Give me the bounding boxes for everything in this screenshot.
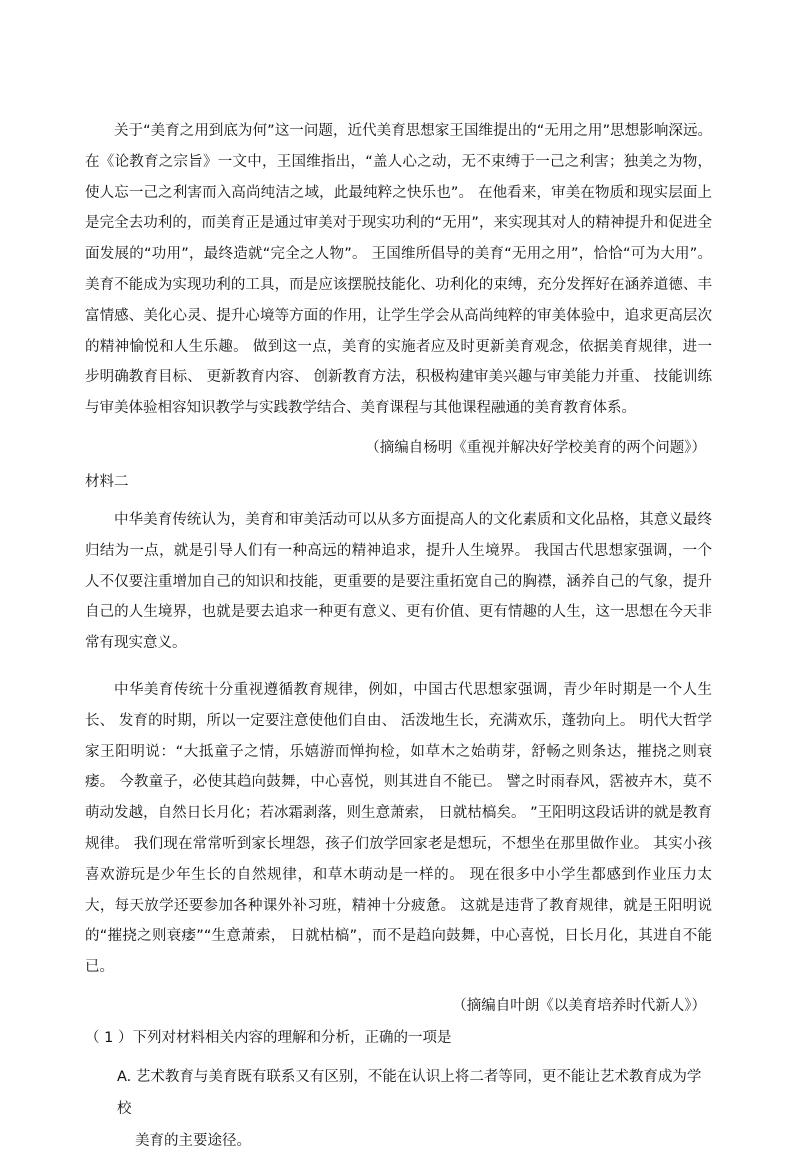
material1-paragraph: 关于“美育之用到底为何”这一问题，近代美育思想家王国维提出的“无用之用”思想影响深远。 在《论教育之宗旨》一文中，王国维指出，“盖人心之动，无不束缚于一己之利害；独美之为物，使人忘一己之利害而入高尚纯洁之域，此最纯粹之快乐也”。 在他看来，审美在物质和现实层面上是完全去功利的，而美育正是通过审美对于现实功利的“无用”，来实现其对人的精神提升和促进全面发展的“功用”，最终造就“完全之人物”。 王国维所倡导的美育“无用之用”，恰恰“可为大用”。 美育不能成为实现功利的工具，而是应该摆脱技能化、功利化的束缚，充分发挥好在涵养道德、丰富情感、美化心灵、提升心境等方面的作用，让学生学会从高尚纯粹的审美体验中，追求更高层次的精神愉悦和人生乐趣。 做到这一点，美育的实施者应及时更新美育观念，依据美育规律，进一步明确教育目标、 更新教育内容、 创新教育方法，积极构建审美兴趣与审美能力并重、 技能训练与审美体验相容知识教学与实践教学结合、美育课程与其他课程融通的美育教育体系。: [85, 123, 712, 417]
option-a-line-1: A. 艺术教育与美育既有联系又有区别，不能在认识上将二者等同，更不能让艺术教育成为学校: [117, 1068, 702, 1117]
top-margin: [85, 0, 712, 116]
material1-source: （摘编自杨明《重视并解决好学校美育的两个问题》）: [365, 439, 706, 456]
material2-paragraph-2: 中华美育传统十分重视遵循教育规律，例如，中国古代思想家强调，青少年时期是一个人生长、 发育的时期，所以一定要注意使他们自由、 活泼地生长，充满欢乐，蓬勃向上。 明代大哲学家王阳明说：“大抵童子之情，乐嬉游而惮拘检，如草木之始萌芽，舒畅之则条达，摧挠之则衰痿。 今教童子，必使其趋向鼓舞，中心喜悦，则其进自不能已。 譬之时雨春风，霑被卉木，莫不萌动发越，自然日长月化；若冰霜剥落，则生意萧索， 日就枯槁矣。 ”王阳明这段话讲的就是教育规律。 我们现在常常听到家长埋怨，孩子们放学回家老是想玩，不想坐在那里做作业。 其实小孩喜欢游玩是少年生长的自然规律，和草木萌动是一样的。 现在很多中小学生都感到作业压力太大，每天放学还要参加各种课外补习班，精神十分疲惫。 这就是违背了教育规律，就是王阳明说的“摧挠之则衰痿”“生意萧索， 日就枯槁”，而不是趋向鼓舞，中心喜悦，日长月化，其进自不能已。: [85, 681, 712, 976]
material2-paragraph-1: 中华美育传统认为，美育和审美活动可以从多方面提高人的文化素质和文化品格，其意义最终归结为一点，就是引导人们有一种高远的精神追求，提升人生境界。 我国古代思想家强调，一个人不仅要注重增加自己的知识和技能，更重要的是要注重拓宽自己的胸襟，涵养自己的气象，提升自己的人生境界，也就是要去追求一种更有意义、更有价值、更有情趣的人生，这一思想在今天非常有现实意义。: [85, 511, 712, 652]
material2-source: （摘编自叶朗《以美育培养时代新人》）: [452, 997, 706, 1014]
material2-heading: 材料二: [85, 473, 129, 490]
option-a-line-2: 美育的主要途径。: [135, 1132, 251, 1149]
question-stem: （ 1 ）下列对材料相关内容的理解和分析，正确的一项是: [85, 1029, 452, 1046]
question-option-a[interactable]: [85, 1061, 712, 1157]
